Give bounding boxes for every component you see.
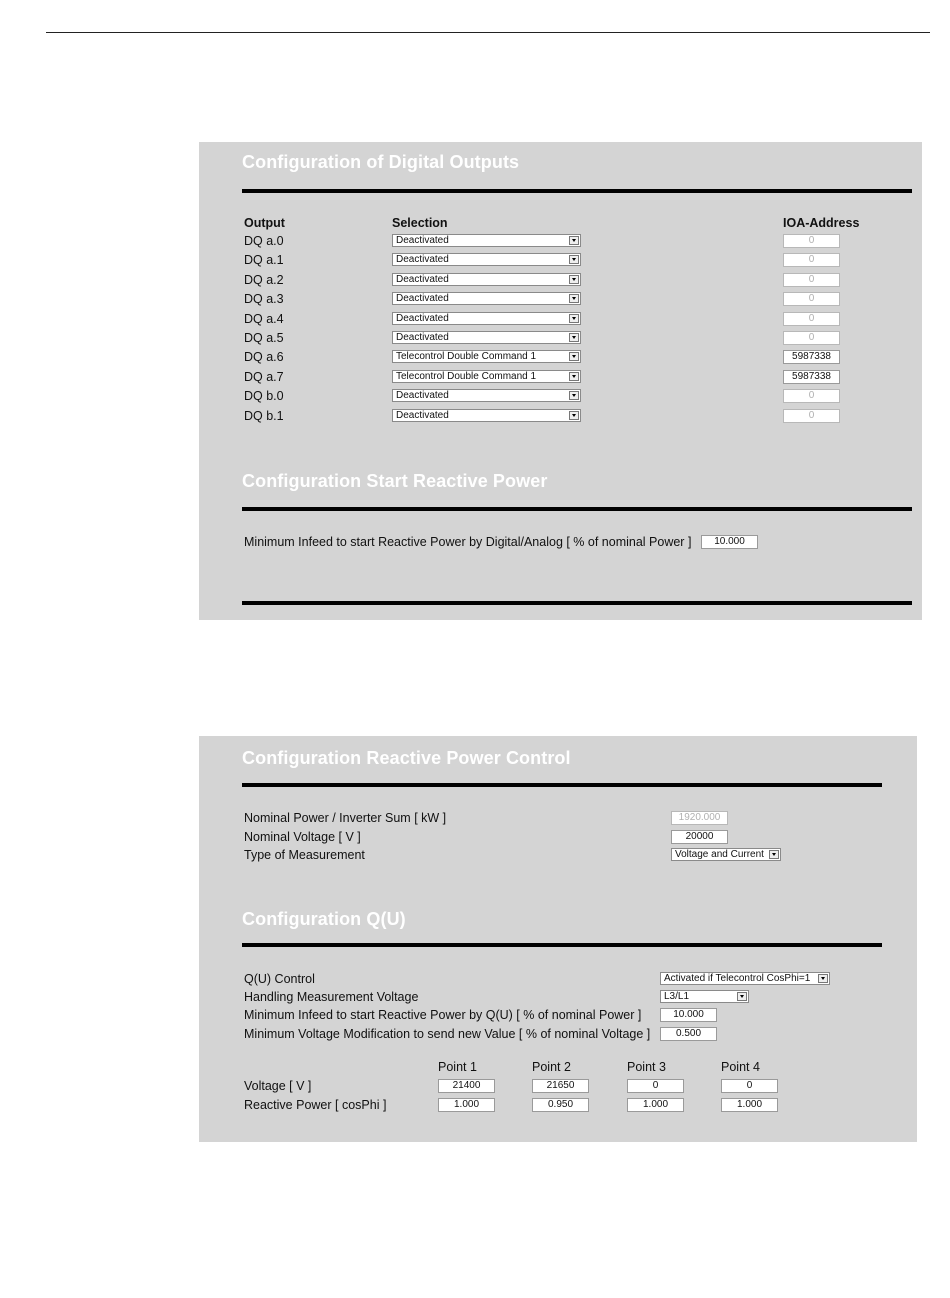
start-reactive-title: Configuration Start Reactive Power	[242, 471, 548, 491]
ioa-address-input: 0	[783, 331, 840, 345]
output-label: DQ b.0	[244, 389, 284, 404]
chevron-down-icon[interactable]	[569, 391, 579, 400]
chevron-down-icon[interactable]	[818, 974, 828, 983]
section-divider	[242, 943, 882, 947]
qu-control-select[interactable]	[660, 972, 830, 985]
chevron-down-icon[interactable]	[569, 411, 579, 420]
nominal-power-input: 1920.000	[671, 811, 728, 825]
page-header-rule	[46, 32, 930, 33]
output-selection-value: Deactivated	[396, 409, 449, 421]
section-divider	[242, 507, 912, 511]
section-divider	[242, 783, 882, 787]
ioa-address-input: 0	[783, 253, 840, 267]
nominal-voltage-input[interactable]: 20000	[671, 830, 728, 844]
output-selection-value: Deactivated	[396, 312, 449, 324]
output-selection-select[interactable]	[392, 234, 581, 247]
output-label: DQ a.6	[244, 350, 284, 365]
chevron-down-icon[interactable]	[569, 314, 579, 323]
voltage-point-2-input[interactable]: 21650	[532, 1079, 589, 1093]
handling-voltage-label: Handling Measurement Voltage	[244, 990, 419, 1004]
voltage-point-1-input[interactable]: 21400	[438, 1079, 495, 1093]
output-selection-select[interactable]	[392, 331, 581, 344]
point-1-header: Point 1	[438, 1060, 477, 1074]
output-selection-value: Deactivated	[396, 293, 449, 305]
nominal-voltage-label: Nominal Voltage [ V ]	[244, 830, 361, 844]
column-header-selection: Selection	[392, 216, 448, 230]
output-label: DQ b.1	[244, 408, 284, 423]
qu-min-infeed-label: Minimum Infeed to start Reactive Power by Q(U) [ % of nominal Power ]	[244, 1008, 642, 1022]
digital-outputs-title: Configuration of Digital Outputs	[242, 152, 520, 172]
output-selection-select[interactable]	[392, 389, 581, 402]
output-selection-value: Deactivated	[396, 254, 449, 266]
point-4-header: Point 4	[721, 1060, 760, 1074]
ioa-address-input: 0	[783, 273, 840, 287]
output-label: DQ a.0	[244, 234, 284, 248]
output-selection-value: Deactivated	[396, 390, 449, 402]
ioa-address-input: 0	[783, 312, 840, 326]
output-label: DQ a.5	[244, 331, 284, 345]
nominal-power-label: Nominal Power / Inverter Sum [ kW ]	[244, 811, 447, 825]
reactive-point-3-input[interactable]: 1.000	[627, 1098, 684, 1112]
output-selection-select[interactable]	[392, 370, 581, 383]
chevron-down-icon[interactable]	[569, 236, 579, 245]
output-label: DQ a.1	[244, 253, 284, 268]
qu-control-label: Q(U) Control	[244, 972, 315, 986]
output-label: DQ a.7	[244, 369, 284, 384]
min-infeed-digital-input[interactable]: 10.000	[701, 535, 758, 549]
reactive-point-1-input[interactable]: 1.000	[438, 1098, 495, 1112]
output-selection-value: Deactivated	[396, 235, 449, 246]
output-selection-select[interactable]	[392, 292, 581, 305]
chevron-down-icon[interactable]	[569, 352, 579, 361]
output-selection-select[interactable]	[392, 273, 581, 286]
ioa-address-input[interactable]: 5987338	[783, 350, 840, 364]
output-selection-value: Deactivated	[396, 332, 449, 343]
handling-voltage-select[interactable]	[660, 990, 749, 1003]
ioa-address-input: 0	[783, 389, 840, 403]
measurement-type-value: Voltage and Current	[675, 849, 764, 860]
handling-voltage-value: L3/L1	[664, 991, 690, 1002]
min-voltage-mod-input[interactable]: 0.500	[660, 1027, 717, 1041]
qu-min-infeed-input[interactable]: 10.000	[660, 1008, 717, 1022]
voltage-row-label: Voltage [ V ]	[244, 1079, 312, 1093]
measurement-type-label: Type of Measurement	[244, 848, 365, 862]
chevron-down-icon[interactable]	[569, 275, 579, 284]
point-2-header: Point 2	[532, 1060, 571, 1074]
ioa-address-input: 0	[783, 292, 840, 306]
chevron-down-icon[interactable]	[769, 850, 779, 859]
section-divider	[242, 189, 912, 193]
chevron-down-icon[interactable]	[569, 294, 579, 303]
reactive-control-panel	[199, 736, 917, 1142]
output-selection-value: Telecontrol Double Command 1	[396, 351, 537, 363]
chevron-down-icon[interactable]	[737, 992, 747, 1001]
min-voltage-mod-label: Minimum Voltage Modification to send new Value [ % of nominal Voltage ]	[244, 1027, 651, 1041]
output-label: DQ a.2	[244, 272, 284, 287]
min-infeed-digital-label: Minimum Infeed to start Reactive Power by Digital/Analog [ % of nominal Power ]	[244, 535, 692, 549]
ioa-address-input[interactable]: 5987338	[783, 370, 840, 384]
reactive-control-title: Configuration Reactive Power Control	[242, 748, 571, 768]
reactive-point-4-input[interactable]: 1.000	[721, 1098, 778, 1112]
output-selection-select[interactable]	[392, 350, 581, 363]
measurement-type-select[interactable]	[671, 848, 781, 861]
output-selection-value: Deactivated	[396, 273, 449, 285]
output-selection-value: Telecontrol Double Command 1	[396, 370, 537, 382]
output-label: DQ a.3	[244, 292, 284, 307]
digital-outputs-panel	[199, 142, 922, 620]
qu-control-value: Activated if Telecontrol CosPhi=1	[664, 973, 811, 984]
chevron-down-icon[interactable]	[569, 372, 579, 381]
output-selection-select[interactable]	[392, 409, 581, 422]
output-selection-select[interactable]	[392, 312, 581, 325]
column-header-output: Output	[244, 216, 285, 230]
ioa-address-input: 0	[783, 409, 840, 423]
voltage-point-4-input[interactable]: 0	[721, 1079, 778, 1093]
voltage-point-3-input[interactable]: 0	[627, 1079, 684, 1093]
ioa-address-input: 0	[783, 234, 840, 248]
output-label: DQ a.4	[244, 311, 284, 326]
qu-title: Configuration Q(U)	[242, 909, 406, 929]
column-header-ioa-address: IOA-Address	[783, 216, 860, 230]
chevron-down-icon[interactable]	[569, 333, 579, 342]
point-3-header: Point 3	[627, 1060, 666, 1074]
reactive-row-label: Reactive Power [ cosPhi ]	[244, 1098, 387, 1112]
output-selection-select[interactable]	[392, 253, 581, 266]
reactive-point-2-input[interactable]: 0.950	[532, 1098, 589, 1112]
section-divider	[242, 601, 912, 605]
chevron-down-icon[interactable]	[569, 255, 579, 264]
